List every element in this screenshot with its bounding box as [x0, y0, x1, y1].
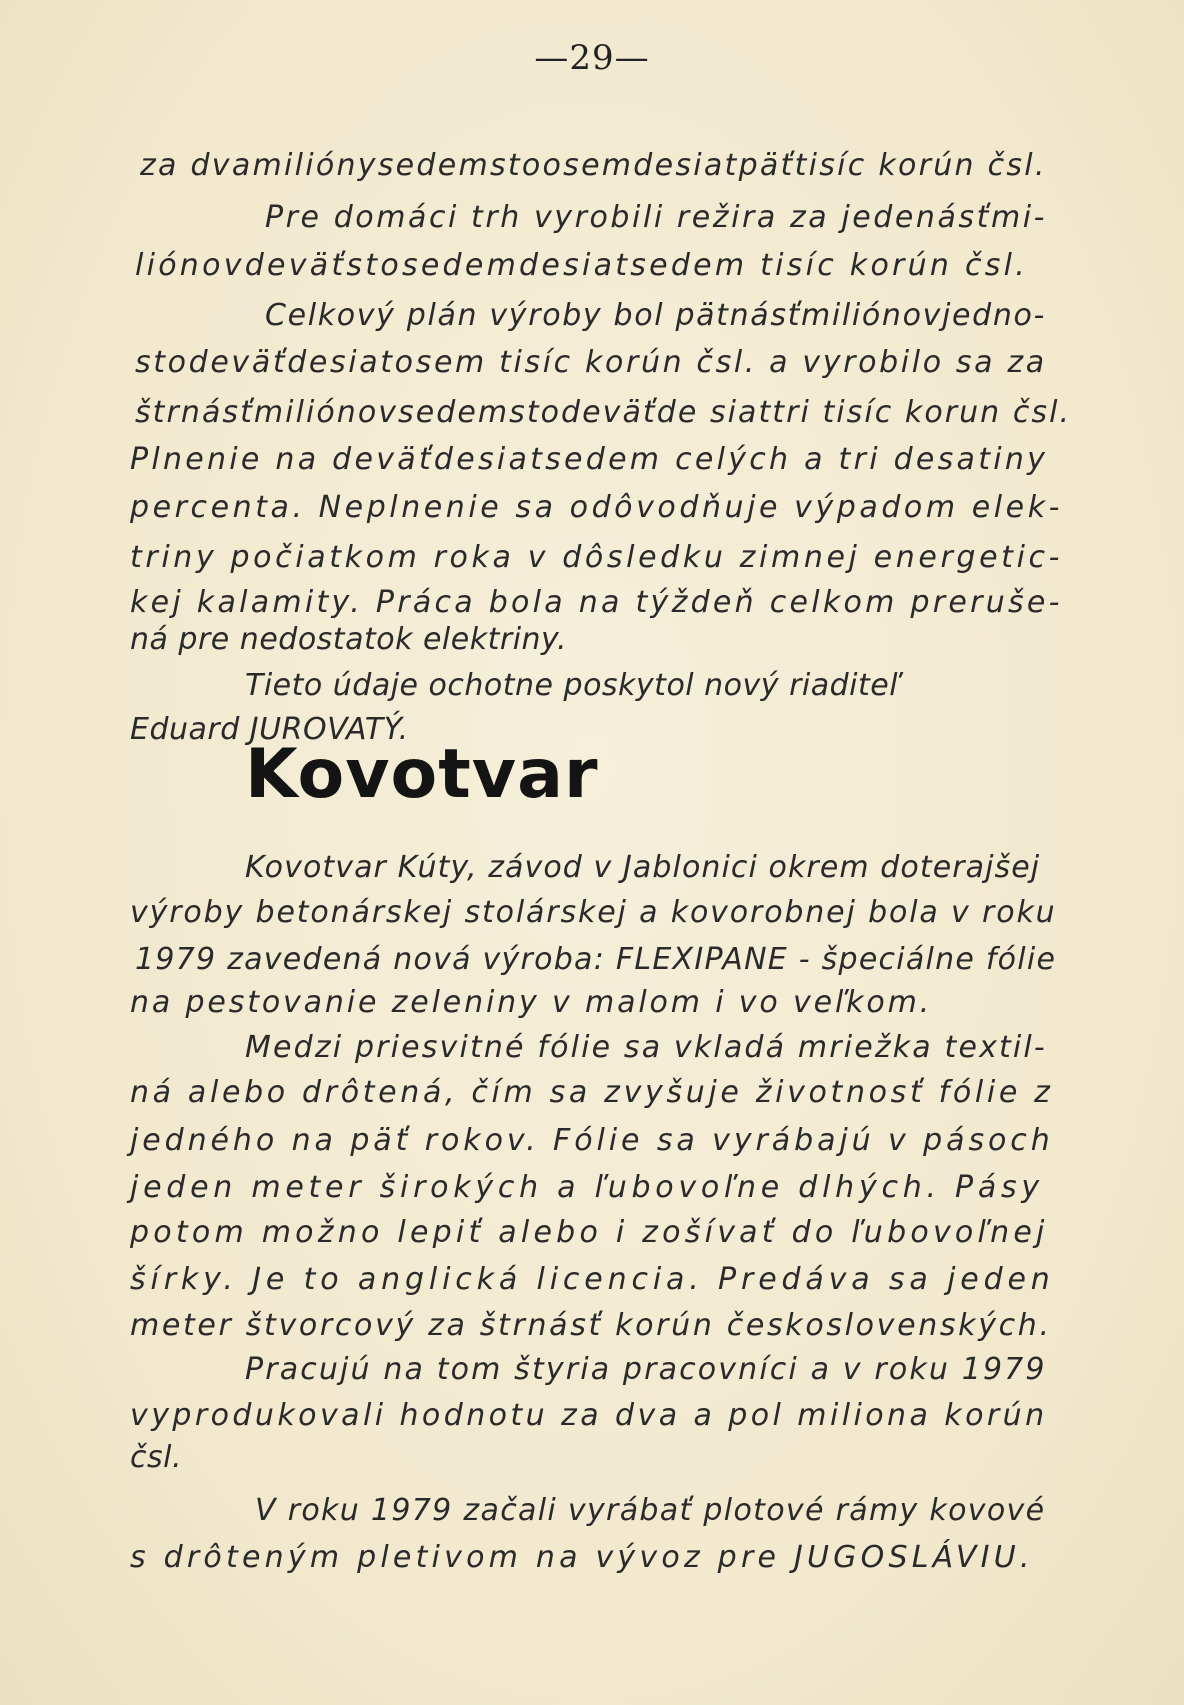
text-line: na pestovanie zeleniny v malom i vo veľkom.: [130, 985, 933, 1020]
text-line: Pracujú na tom štyria pracovníci a v roku 1979: [245, 1352, 1047, 1387]
text-line: Pre domáci trh vyrobili režira za jedenásťmi-: [265, 200, 1048, 235]
text-line: za dvamiliónysedemstoosemdesiatpäťtisíc korún čsl.: [140, 148, 1047, 183]
text-line: potom možno lepiť alebo i zošívať do ľubovoľnej: [130, 1215, 1049, 1250]
text-line: s drôteným pletivom na vývoz pre JUGOSLÁVIU.: [130, 1540, 1034, 1575]
text-line: Eduard JUROVATÝ.: [130, 712, 409, 747]
text-line: štrnásťmiliónovsedemstodeväťde siattri tisíc korun čsl.: [135, 395, 1072, 430]
text-line: vyprodukovali hodnotu za dva a pol miliona korún: [130, 1398, 1048, 1433]
text-line: percenta. Neplnenie sa odôvodňuje výpadom elek-: [130, 490, 1064, 525]
text-line: Plnenie na deväťdesiatsedem celých a tri desatiny: [130, 442, 1049, 477]
text-line: ná pre nedostatok elektriny.: [130, 622, 568, 657]
section-heading: Kovotvar: [245, 735, 599, 814]
text-line: výroby betonárskej stolárskej a kovorobnej bola v roku: [130, 895, 1057, 930]
text-line: V roku 1979 začali vyrábať plotové rámy kovové: [255, 1493, 1046, 1528]
text-line: Tieto údaje ochotne poskytol nový riaditeľ: [245, 668, 899, 703]
text-line: šírky. Je to anglická licencia. Predáva sa jeden: [130, 1262, 1055, 1297]
text-line: Medzi priesvitné fólie sa vkladá mriežka textil-: [245, 1030, 1047, 1065]
text-line: Kovotvar Kúty, závod v Jablonici okrem doterajšej: [245, 850, 1041, 885]
text-line: kej kalamity. Práca bola na týždeň celkom preruše-: [130, 585, 1063, 620]
text-line: jeden meter širokých a ľubovoľne dlhých. Pásy: [130, 1170, 1044, 1205]
text-line: jedného na päť rokov. Fólie sa vyrábajú v pásoch: [130, 1123, 1054, 1158]
text-line: čsl.: [130, 1440, 182, 1475]
text-line: ná alebo drôtená, čím sa zvyšuje životnosť fólie z: [130, 1075, 1054, 1110]
text-line: liónovdeväťstosedemdesiatsedem tisíc korún čsl.: [135, 248, 1029, 283]
text-line: Celkový plán výroby bol pätnásťmiliónovjedno-: [265, 298, 1046, 333]
page-number: —29—: [534, 38, 650, 78]
text-line: meter štvorcový za štrnásť korún československých.: [130, 1308, 1052, 1343]
text-line: 1979 zavedená nová výroba: FLEXIPANE - špeciálne fólie: [135, 942, 1057, 977]
text-line: triny počiatkom roka v dôsledku zimnej energetic-: [130, 540, 1064, 575]
text-line: stodeväťdesiatosem tisíc korún čsl. a vyrobilo sa za: [135, 345, 1047, 380]
